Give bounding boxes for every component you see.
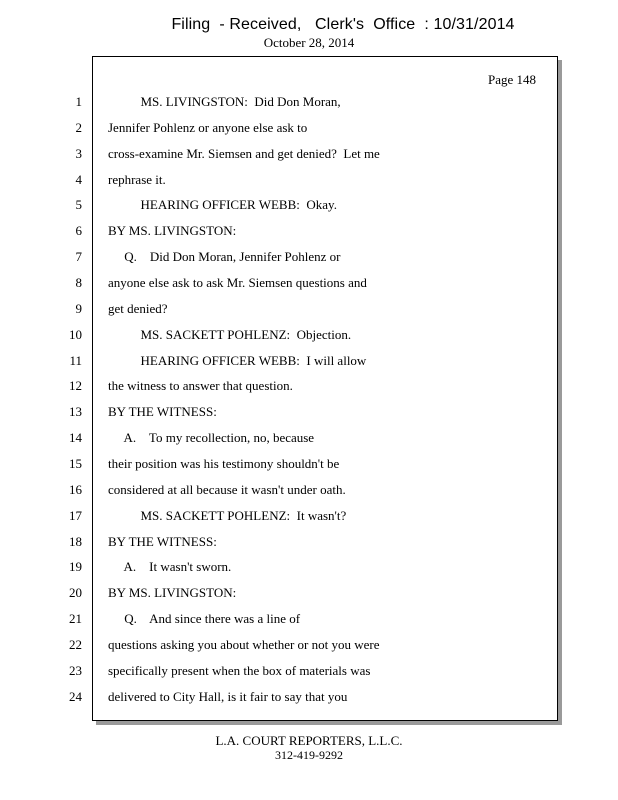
line-text: cross-examine Mr. Siemsen and get denied? Let me — [108, 145, 380, 161]
line-text: considered at all because it wasn't under oath. — [108, 481, 346, 497]
line-number: 1 — [75, 94, 82, 109]
line-number: 3 — [75, 145, 82, 161]
line-text: MS. SACKETT POHLENZ: It wasn't? — [108, 507, 347, 523]
line-text: MS. LIVINGSTON: Did Don Moran, — [108, 94, 341, 109]
line-number: 20 — [69, 585, 82, 601]
line-text: BY MS. LIVINGSTON: — [108, 585, 237, 601]
line-text: rephrase it. — [108, 171, 166, 187]
line-text: A. To my recollection, no, because — [108, 430, 315, 446]
line-text: Jennifer Pohlenz or anyone else ask to — [108, 119, 308, 135]
line-number: 15 — [69, 455, 82, 471]
line-text: delivered to City Hall, is it fair to say that you — [108, 688, 348, 704]
line-number: 11 — [69, 352, 82, 368]
line-number: 16 — [69, 481, 82, 497]
footer-company: L.A. COURT REPORTERS, L.L.C. — [215, 733, 403, 748]
line-number: 10 — [69, 326, 82, 342]
line-text: MS. SACKETT POHLENZ: Objection. — [108, 326, 352, 342]
line-number: 17 — [69, 507, 82, 523]
line-text: their position was his testimony shouldn't be — [108, 455, 340, 471]
line-number: 24 — [69, 688, 82, 704]
page-number: Page 148 — [488, 72, 537, 87]
line-number: 5 — [75, 197, 82, 213]
line-number: 21 — [69, 611, 82, 626]
line-text: A. It wasn't sworn. — [108, 559, 232, 575]
line-text: get denied? — [108, 300, 168, 316]
line-number: 12 — [69, 378, 82, 394]
line-text: questions asking you about whether or not you were — [108, 636, 380, 652]
line-text: BY THE WITNESS: — [108, 533, 217, 549]
line-text: BY THE WITNESS: — [108, 404, 217, 420]
line-text: the witness to answer that question. — [108, 378, 293, 394]
transcript-date: October 28, 2014 — [263, 35, 355, 50]
line-text: Q. Did Don Moran, Jennifer Pohlenz or — [108, 249, 341, 265]
line-text: HEARING OFFICER WEBB: Okay. — [108, 197, 337, 213]
line-text: BY MS. LIVINGSTON: — [108, 223, 237, 239]
footer-phone: 312-419-9292 — [275, 748, 343, 762]
line-number: 13 — [69, 404, 82, 420]
filing-stamp: Filing - Received, Clerk's Office : 10/31/2014 — [171, 16, 515, 33]
line-text: Q. And since there was a line of — [108, 611, 301, 626]
line-number: 4 — [75, 171, 82, 187]
line-number: 9 — [75, 300, 82, 316]
line-number: 14 — [69, 430, 82, 446]
line-number: 23 — [69, 662, 82, 678]
line-number: 18 — [69, 533, 82, 549]
line-number: 19 — [69, 559, 82, 575]
line-text: specifically present when the box of materials was — [108, 662, 371, 678]
line-number: 2 — [75, 119, 82, 135]
line-number: 7 — [75, 249, 82, 265]
line-text: anyone else ask to ask Mr. Siemsen questions and — [108, 275, 367, 290]
line-number: 8 — [75, 275, 82, 290]
line-number: 22 — [69, 636, 82, 652]
line-number: 6 — [75, 223, 82, 239]
line-text: HEARING OFFICER WEBB: I will allow — [108, 352, 367, 368]
